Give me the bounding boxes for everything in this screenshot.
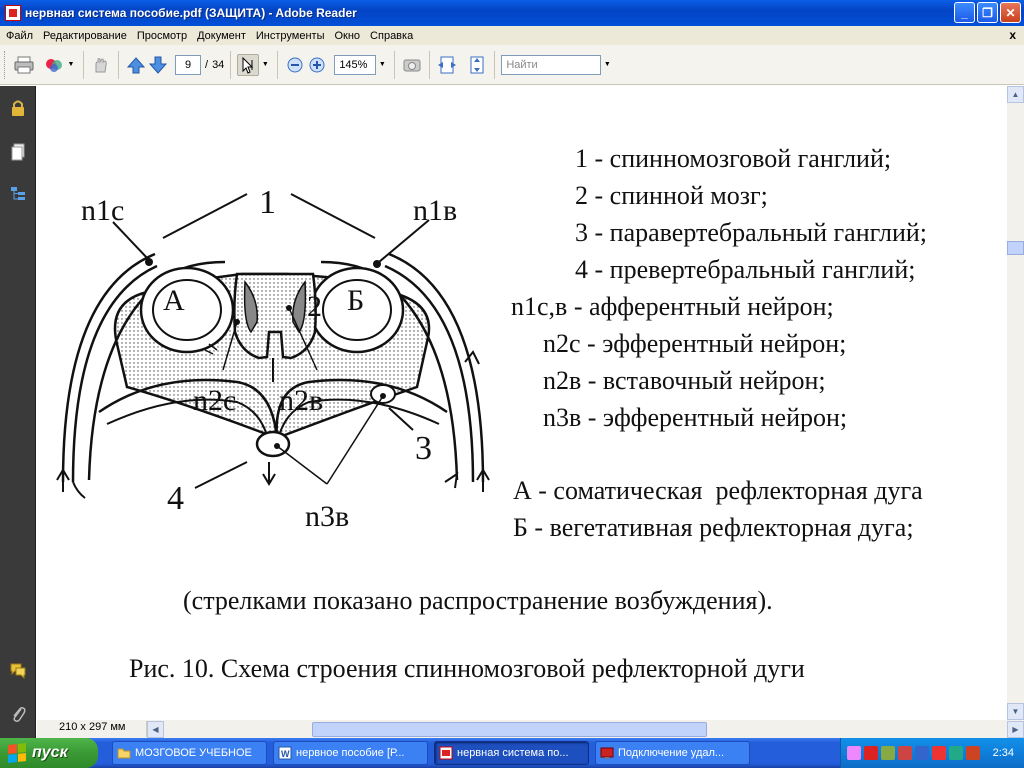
- menu-document[interactable]: Документ: [197, 29, 246, 42]
- snapshot-icon[interactable]: [401, 54, 423, 76]
- label-n2c: n2с: [193, 384, 237, 417]
- legend-item: 4 - превертебральный ганглий;: [575, 255, 916, 284]
- label-2: 2: [307, 290, 322, 323]
- navigation-pane: [0, 86, 36, 738]
- chevron-down-icon[interactable]: ▼: [67, 61, 75, 68]
- folder-icon: [117, 746, 131, 760]
- label-3: 3: [415, 430, 432, 467]
- legend-item: 2 - спинной мозг;: [575, 181, 768, 210]
- legend-item: n3в - эфферентный нейрон;: [543, 403, 848, 432]
- page-number-input[interactable]: 9: [175, 55, 201, 75]
- fit-page-icon[interactable]: [466, 54, 488, 76]
- figure-caption: Рис. 10. Схема строения спинномозговой рефлекторной дуги: [129, 654, 805, 683]
- label-B: Б: [347, 284, 365, 317]
- start-button[interactable]: [0, 738, 98, 768]
- next-page-icon[interactable]: [147, 54, 169, 76]
- start-label: пуск: [32, 744, 68, 761]
- page-separator: /: [205, 58, 209, 71]
- arrows-note: (стрелками показано распространение возбуждения).: [183, 586, 773, 615]
- menu-window[interactable]: Окно: [334, 29, 361, 42]
- arc-legend-item: Б - вегетативная рефлекторная дуга;: [513, 513, 914, 542]
- close-document-icon[interactable]: x: [1009, 28, 1016, 42]
- taskbar: [0, 738, 1024, 768]
- minimize-button[interactable]: _: [954, 2, 975, 23]
- title-bar: [0, 0, 1024, 26]
- toolbar: [0, 45, 1024, 85]
- network-icon[interactable]: [881, 746, 895, 760]
- document-page: [37, 86, 1007, 720]
- legend-item: 1 - спинномозговой ганглий;: [575, 144, 892, 173]
- system-tray: [840, 738, 1024, 768]
- page-size-label: 210 x 297 мм: [37, 721, 147, 737]
- label-n1c: n1с: [81, 194, 125, 227]
- scroll-left-icon[interactable]: ◀: [147, 721, 164, 738]
- search-input[interactable]: Найти: [501, 55, 601, 75]
- close-button[interactable]: ✕: [1000, 2, 1021, 23]
- share-icon[interactable]: [43, 54, 65, 76]
- tray-arrow-icon[interactable]: [847, 746, 861, 760]
- legend-item: n2в - вставочный нейрон;: [543, 366, 826, 395]
- menu-view[interactable]: Просмотр: [136, 29, 188, 42]
- previous-page-icon[interactable]: [125, 54, 147, 76]
- status-bar: [37, 720, 1024, 738]
- antivirus-icon[interactable]: [864, 746, 878, 760]
- menu-tools[interactable]: Инструменты: [255, 29, 325, 42]
- window-title: нервная система пособие.pdf (ЗАЩИТА) - Adobe Reader: [25, 6, 357, 20]
- adobe-reader-icon: [5, 5, 21, 21]
- label-4: 4: [167, 480, 184, 517]
- scroll-up-icon[interactable]: ▲: [1007, 86, 1024, 103]
- label-n1v: n1в: [413, 194, 458, 227]
- zoom-in-icon[interactable]: [306, 54, 328, 76]
- taskbar-item-active[interactable]: нервная система по...: [434, 741, 589, 765]
- taskbar-item[interactable]: Подключение удал...: [595, 741, 750, 765]
- scroll-down-icon[interactable]: ▼: [1007, 703, 1024, 720]
- select-tool-icon[interactable]: [237, 54, 259, 76]
- battery-icon[interactable]: [915, 746, 929, 760]
- vertical-scrollbar[interactable]: [1007, 86, 1024, 720]
- taskbar-item[interactable]: МОЗГОВОЕ УЧЕБНОЕ: [112, 741, 267, 765]
- clock: 2:34: [992, 747, 1014, 759]
- menu-file[interactable]: Файл: [6, 29, 34, 42]
- page-total: 34: [212, 58, 225, 71]
- comments-icon[interactable]: [8, 660, 28, 680]
- search-dropdown-icon[interactable]: ▼: [603, 61, 611, 68]
- taskbar-item[interactable]: W нервное пособие [Р...: [273, 741, 428, 765]
- vertical-scroll-thumb[interactable]: [1007, 241, 1024, 255]
- zoom-out-icon[interactable]: [284, 54, 306, 76]
- svg-text:W: W: [281, 749, 290, 759]
- remote-desktop-icon: [600, 746, 614, 760]
- word-document-icon: [278, 746, 292, 760]
- chevron-down-icon[interactable]: ▼: [261, 61, 269, 68]
- label-1: 1: [259, 184, 276, 221]
- legend-item: n2с - эфферентный нейрон;: [543, 329, 847, 358]
- windows-logo-icon: [8, 743, 26, 763]
- label-n3v: n3в: [305, 500, 350, 533]
- zoom-dropdown-icon[interactable]: ▼: [378, 61, 386, 68]
- menu-edit[interactable]: Редактирование: [43, 29, 127, 42]
- window-controls: [954, 2, 1021, 23]
- print-icon[interactable]: [13, 54, 35, 76]
- attachments-icon[interactable]: [8, 704, 28, 724]
- alert-icon[interactable]: [932, 746, 946, 760]
- pdf-icon: [439, 746, 453, 760]
- label-A: А: [163, 284, 185, 317]
- hand-icon[interactable]: [90, 54, 112, 76]
- pages-icon[interactable]: [8, 142, 28, 162]
- legend-item: 3 - паравертебральный ганглий;: [575, 218, 927, 247]
- scroll-right-icon[interactable]: ▶: [1007, 721, 1024, 738]
- volume-icon[interactable]: [949, 746, 963, 760]
- label-n2v: n2в: [279, 384, 324, 417]
- bookmarks-icon[interactable]: [8, 184, 28, 204]
- menu-bar: [0, 26, 1024, 45]
- zoom-input[interactable]: 145%: [334, 55, 376, 75]
- horizontal-scroll-thumb[interactable]: [312, 722, 707, 737]
- reflex-arc-diagram: [37, 182, 507, 542]
- security-icon[interactable]: [898, 746, 912, 760]
- arc-legend-item: А - соматическая рефлекторная дуга: [513, 476, 923, 505]
- legend-item: n1с,в - афферентный нейрон;: [511, 292, 834, 321]
- maximize-button[interactable]: ❐: [977, 2, 998, 23]
- lock-icon[interactable]: [8, 98, 28, 118]
- language-icon[interactable]: [966, 746, 980, 760]
- horizontal-scrollbar[interactable]: [147, 721, 1024, 738]
- toolbar-grip[interactable]: [4, 51, 7, 79]
- menu-help[interactable]: Справка: [370, 29, 414, 42]
- fit-width-icon[interactable]: [436, 54, 458, 76]
